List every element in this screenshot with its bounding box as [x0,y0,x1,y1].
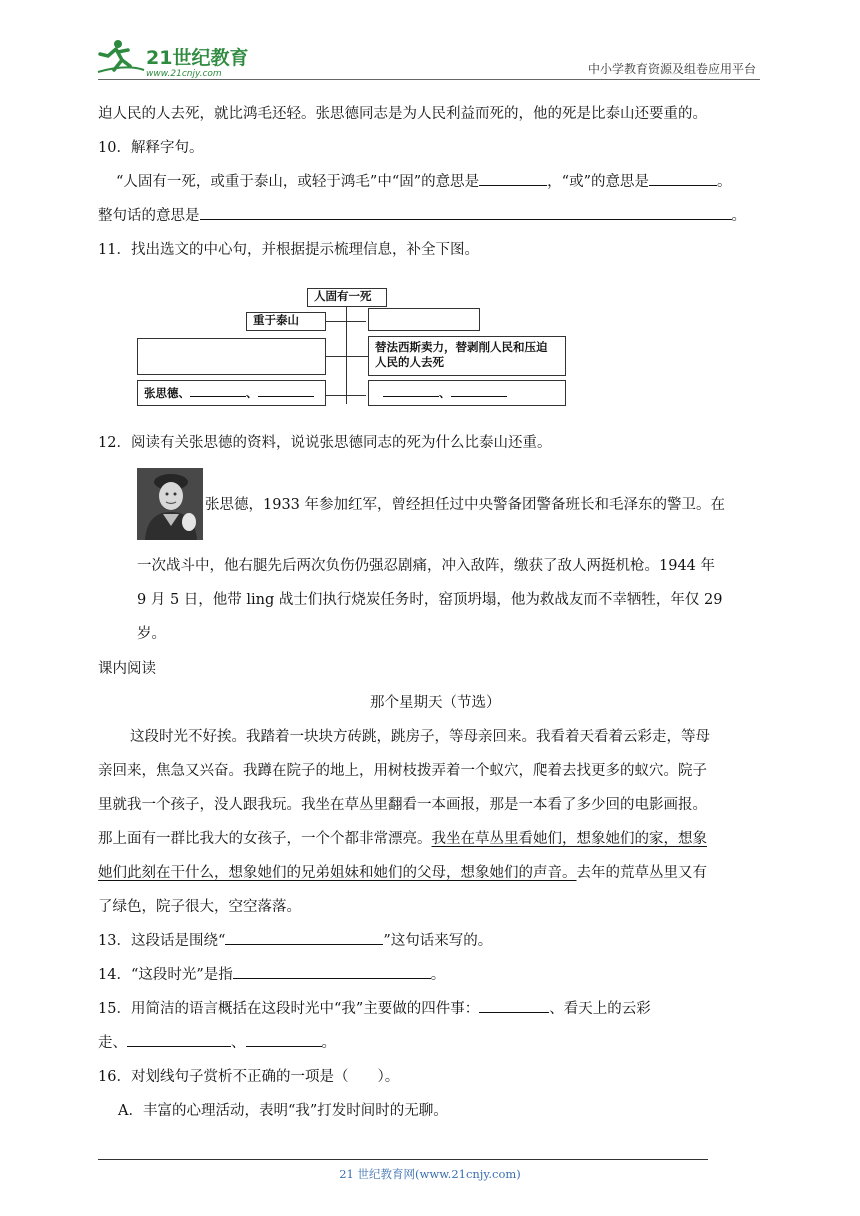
light-desc-line: 人民的人去死 [375,355,444,369]
diagram-box-heavy-blank[interactable] [137,338,326,375]
diagram-box-light-desc [368,336,566,376]
footer-divider [98,1159,708,1160]
text-line: 迫人民的人去死，就比鸿毛还轻。张思德同志是为人民利益而死的，他的死是比泰山还要重的。 [98,106,707,122]
q10-a-text: 。 [716,174,732,190]
diagram-box-light-blanks [368,380,566,406]
bio-line: 岁。 [137,626,166,642]
passage-text: 去年的荒草丛里又有 [576,865,707,881]
bio-line: 9 月 5 日，他带 ling 战士们执行烧炭任务时，窑顶坍塌，他为救战友而不幸牺牲，年仅 29 [137,592,723,608]
question-10: 10．解释字句。 [98,140,204,156]
logo-text: 21世纪教育 [146,47,249,69]
q10-a-text: “人固有一死，或重于泰山，或轻于鸿毛”中“固”的意思是 [116,174,480,190]
section-heading: 课内阅读 [98,661,156,677]
passage-title: 那个星期天（节选） [370,695,501,711]
zsd-label: 张思德、 [144,386,190,400]
mind-map-diagram [137,285,567,410]
underlined-sentence: 她们此刻在干什么，想象她们的兄弟姐妹和她们的父母，想象她们的声音。 [98,865,577,881]
runner-icon [98,40,144,72]
answer-blank[interactable] [127,1032,231,1047]
diagram-box-top: 人固有一死 [307,288,387,307]
passage-line: 亲回来，焦急又兴奋。我蹲在院子的地上，用树枝拨弄着一个蚁穴，爬着去找更多的蚁穴。院子 [98,763,707,779]
site-logo [96,36,266,80]
question-11: 11．找出选文的中心句，并根据提示梳理信息，补全下图。 [98,242,479,258]
question-10-part-b [98,205,746,227]
diagram-box-light-blank[interactable] [368,308,480,331]
q10-b-text: 。 [731,208,746,224]
passage-line [98,862,707,884]
bio-line: 张思德，1933 年参加红军，曾经担任过中央警备团警备班长和毛泽东的警卫。在 [205,497,726,513]
connector-line [326,321,366,322]
answer-blank[interactable] [190,384,246,397]
separator: 、 [246,386,258,400]
answer-blank[interactable] [383,384,439,397]
question-15-cont: 走、 、 。 [98,1032,336,1054]
light-desc-line: 替法西斯卖力，替剥削人民和压迫 [375,340,548,354]
question-10-part-a [116,171,731,193]
header-divider [98,79,760,80]
logo-url: www.21cnjy.com [146,69,222,79]
platform-label: 中小学教育资源及组卷应用平台 [587,62,756,76]
separator: 、 [439,386,451,400]
connector-line [326,395,366,396]
footer-text: 21 世纪教育网(www.21cnjy.com) [339,1167,521,1181]
answer-blank[interactable] [451,384,507,397]
option-a[interactable]: A．丰富的心理活动，表明“我”打发时间时的无聊。 [118,1103,448,1119]
answer-blank[interactable] [200,205,732,220]
question-15: 15．用简洁的语言概括在这段时光中“我”主要做的四件事： 、看天上的云彩 [98,998,651,1020]
connector-line [347,356,368,357]
answer-blank[interactable] [479,998,549,1013]
passage-line [98,828,707,850]
zhang-side-portrait [137,468,203,540]
question-16: 16．对划线句子赏析不正确的一项是（ ）。 [98,1069,400,1085]
q10-a-text: ，“或”的意思是 [547,174,649,190]
answer-blank[interactable] [225,930,383,945]
bio-line: 一次战斗中，他右腿先后两次负伤仍强忍剧痛，冲入敌阵，缴获了敌人两挺机枪。1944 年 [137,558,716,574]
passage-line: 里就我一个孩子，没人跟我玩。我坐在草丛里翻看一本画报，那是一本看了多少回的电影画报。 [98,797,707,813]
answer-blank[interactable] [258,384,314,397]
q10-b-text: 整句话的意思是 [98,208,200,224]
diagram-box-heavy: 重于泰山 [246,312,326,331]
diagram-box-zsd [137,380,326,406]
question-13: 13．这段话是围绕“ ”这句话来写的。 [98,930,492,952]
passage-text: 那上面有一群比我大的女孩子，一个个都非常漂亮。 [98,831,432,847]
passage-line: 这段时光不好挨。我踏着一块块方砖跳，跳房子，等母亲回来。我看着天看着云彩走，等母 [130,729,710,745]
question-12: 12．阅读有关张思德的资料，说说张思德同志的死为什么比泰山还重。 [98,435,552,451]
passage-line: 了绿色，院子很大，空空落落。 [98,899,301,915]
underlined-sentence: 我坐在草丛里看她们，想象她们的家，想象 [431,831,707,847]
question-14: 14．“这段时光”是指 。 [98,964,445,986]
answer-blank[interactable] [233,964,431,979]
answer-blank[interactable] [649,171,717,186]
answer-blank[interactable] [246,1032,322,1047]
answer-blank[interactable] [479,171,547,186]
